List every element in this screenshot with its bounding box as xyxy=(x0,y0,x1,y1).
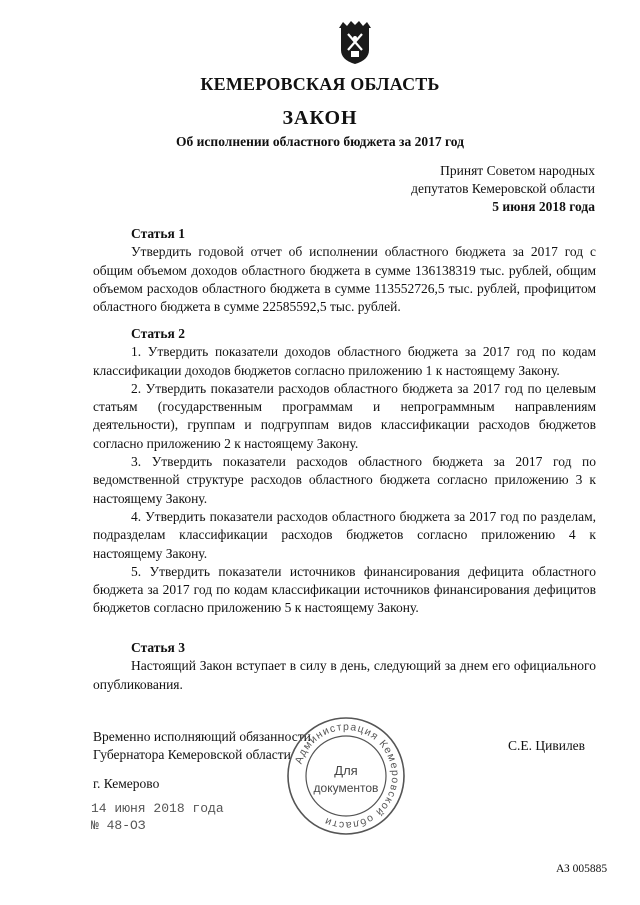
adoption-line: депутатов Кемеровской области xyxy=(411,181,595,196)
article-paragraph: 2. Утвердить показатели расходов областного бюджета за 2017 год по целевым статьям (государственным программам и непрограммным направлениям деятельности), группам и подгруппам видов классификации расходов бюджетов согласно приложению 2 к настоящему Закону. xyxy=(93,380,596,451)
stamp-center-text: Для xyxy=(334,763,358,778)
article-3 xyxy=(93,639,596,694)
article-heading: Статья 2 xyxy=(131,326,185,341)
registration-number: № 48-ОЗ xyxy=(91,818,146,833)
article-1 xyxy=(93,225,596,316)
article-2 xyxy=(93,325,596,618)
stamp-center-text: документов xyxy=(313,781,379,795)
adoption-line: Принят Советом народных xyxy=(440,163,595,178)
article-paragraph: Настоящий Закон вступает в силу в день, следующий за днем его официального опубликования. xyxy=(93,658,596,692)
official-stamp xyxy=(283,713,409,839)
article-paragraph: 3. Утвердить показатели расходов областного бюджета за 2017 год по ведомственной структуре расходов областного бюджета согласно приложению 3 к настоящему Закону. xyxy=(93,454,596,506)
law-subject: Об исполнении областного бюджета за 2017 год xyxy=(176,134,464,149)
signatory-title-line: Временно исполняющий обязанности xyxy=(93,729,311,744)
region-title: КЕМЕРОВСКАЯ ОБЛАСТЬ xyxy=(200,74,440,94)
signatory-title-line: Губернатора Кемеровской области xyxy=(93,747,291,762)
coat-of-arms-icon xyxy=(337,20,373,66)
article-paragraph: Утвердить годовой отчет об исполнении областного бюджета за 2017 год с общим объемом доходов областного бюджета в сумме 136138319 тыс. рублей, общим объемом расходов областного бюджета в сумме 113552726,5 тыс. рублей, профицитом областного бюджета в сумме 22585592,5 тыс. рублей. xyxy=(93,244,596,315)
adoption-block xyxy=(295,162,595,216)
registration-date: 14 июня 2018 года xyxy=(91,801,224,816)
article-paragraph: 5. Утвердить показатели источников финансирования дефицита областного бюджета за 2017 год по кодам классификации источников финансирования дефицитов бюджетов согласно приложению 5 к настоящему Закону. xyxy=(93,563,596,616)
article-heading: Статья 1 xyxy=(131,226,185,241)
place-of-signing: г. Кемерово xyxy=(93,776,160,791)
article-heading: Статья 3 xyxy=(131,640,185,655)
stamp-ring-text: Администрация Кемеровской области xyxy=(292,720,402,832)
signatory-name: С.Е. Цивилев xyxy=(508,738,586,753)
article-paragraph: 1. Утвердить показатели доходов областного бюджета за 2017 год по кодам классификации доходов бюджетов согласно приложению 1 к настоящему Закону. xyxy=(93,344,596,378)
serial-number: АЗ 005885 xyxy=(556,863,608,875)
adoption-date: 5 июня 2018 года xyxy=(492,199,595,214)
document-type-title: ЗАКОН xyxy=(282,107,358,129)
registration-block xyxy=(91,800,224,834)
article-paragraph: 4. Утвердить показатели расходов областного бюджета за 2017 год по разделам, подразделам классификации расходов бюджетов согласно приложению 4 к настоящему Закону. xyxy=(93,508,596,561)
signatory-title xyxy=(93,728,311,764)
